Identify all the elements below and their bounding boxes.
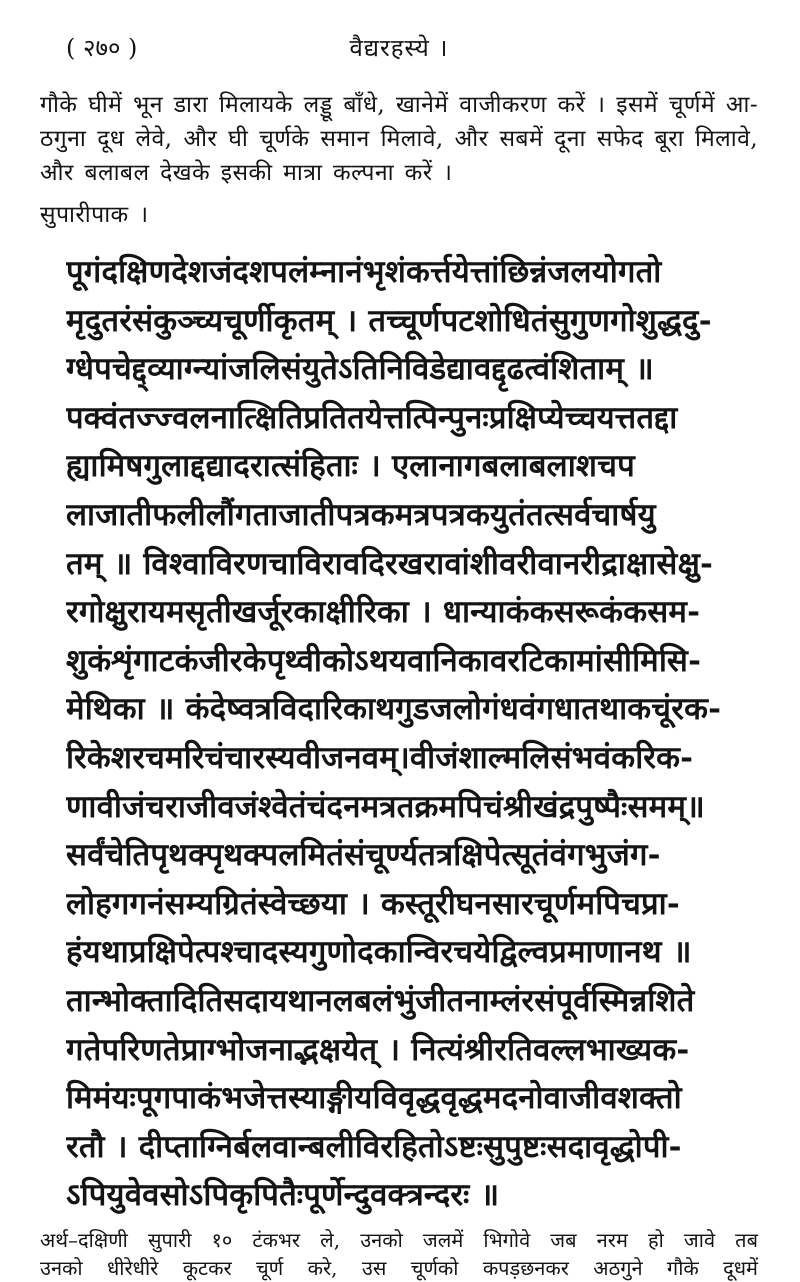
verse-line: ह्यामिषगुलाद्दद्यादरात्संहिताः । एलानागबलाबलाशचप	[66, 448, 635, 485]
verse-line: लोहगगनंसम्यग्रितंस्वेच्छया । कस्तूरीघनसारचूर्णमपिचप्रा-	[66, 885, 680, 922]
verse-line: णावीजंचराजीवजंश्वेतंचंदनमत्रतक्रमपिचंश्रीखंद्रपुष्पैःसमम्॥	[66, 788, 705, 825]
running-title: वैद्यरहस्ये ।	[349, 34, 449, 62]
verse-line: सर्वंचेतिपृथक्पृथक्पलमितंसंचूर्ण्यतत्रक्षिपेत्सूतंवंगभुजंग-	[66, 837, 661, 874]
intro-section	[40, 88, 758, 232]
sanskrit-verse	[40, 248, 758, 1220]
verse-line: शुकंशृंगाटकंजीरकेपृथ्वीकोऽथयवानिकावरटिकामांसीमिसि-	[66, 642, 702, 679]
verse-line: ग्धेपचेद्द्व्याग्न्यांजलिसंयुतेऽतिनिविडेद्यावद्दृढत्वंशिताम् ॥	[66, 351, 654, 388]
commentary-section	[40, 1226, 758, 1282]
verse-line: लाजातीफलीलौंगताजातीपत्रकमत्रपत्रकयुतंतत्सर्वचार्षयु	[66, 496, 656, 533]
commentary-line: अर्थ–दक्षिणी सुपारी १० टंकभर ले, उनको जलमें भिगोवे जब नरम हो जावे तब	[40, 1227, 758, 1252]
verse-line: रगोक्षुरायमसृतीखर्जूरकाक्षीरिका । धान्याकंकसरूकंकसम-	[66, 594, 701, 631]
verse-line: रतौ । दीप्ताग्निर्बलवान्बलीविरहितोऽष्टःसुपुष्टःसदावृद्धोपी-	[66, 1128, 682, 1165]
verse-line: मेथिका ॥ कंदेष्वत्रविदारिकाथगुडजलोगंधवंगधातथाकचूंरक-	[66, 691, 722, 728]
verse-line: तान्भोक्तादितिसदायथानलबलंभुंजीतनाम्लंरसंपूर्वस्मिन्नशिते	[66, 982, 695, 1019]
verse-line: ऽपियुवेवसोऽपिकृपितैःपूर्णेन्दुवक्त्रन्दरः ॥	[66, 1177, 500, 1214]
page-header	[40, 30, 758, 66]
verse-line: मृदुतरंसंकुञ्च्यचूर्णीकृतम् । तच्चूर्णपटशोधितंसुगुणगोशुद्धदु-	[66, 302, 712, 339]
verse-line: रिकेशरचमरिचंचारस्यवीजनवम्।वीजंशाल्मलिसंभवंकरिक-	[66, 739, 694, 776]
verse-line: मिमंयःपूगपाकंभजेत्तस्याङ्गीयविवृद्धवृद्धमदनोवाजीवशक्तो	[66, 1080, 682, 1117]
commentary-line: उनको धीरेधीरे कूटकर चूर्ण करे, उस चूर्णको कपड़छनकर अठगुने गौके दूधमें	[40, 1255, 758, 1280]
verse-line: गतेपरिणतेप्राग्भोजनाद्भक्षयेत् । नित्यंश्रीरतिवल्लभाख्यक-	[66, 1031, 690, 1068]
verse-line: पक्वंतज्ज्वलनात्क्षितिप्रतितयेत्तत्पिन्पुनःप्रक्षिप्येच्चयत्ततद्दा	[66, 399, 678, 436]
recipe-title: सुपारीपाक ।	[40, 202, 149, 228]
verse-line: तम् ॥ विश्वाविरणचाविरावदिरखरावांशीवरीवानरीद्राक्षासेक्षु-	[66, 545, 714, 582]
intro-paragraph: गौके घीमें भून डारा मिलायके लड्डू बाँधे, खानेमें वाजीकरण करें । इसमें चूर्णमें आ- ठगुना दूध लेवे, और घी चूर्णके समान मिलावे, और सबमें दूना सफेद बूरा मिलावे, और बलाबल देखके इसकी मात्रा कल्पना करें ।	[40, 92, 758, 186]
verse-line: हंयथाप्रक्षिपेत्पश्चादस्यगुणोदकान्विरचयेद्विल्वप्रमाणानथ ॥	[66, 934, 692, 971]
verse-line: पूगंदक्षिणदेशजंदशपलंम्नानंभृशंकर्त्तयेत्तांछिन्नंजलयोगतो	[66, 254, 662, 290]
page-number: ( २७० )	[66, 34, 138, 62]
